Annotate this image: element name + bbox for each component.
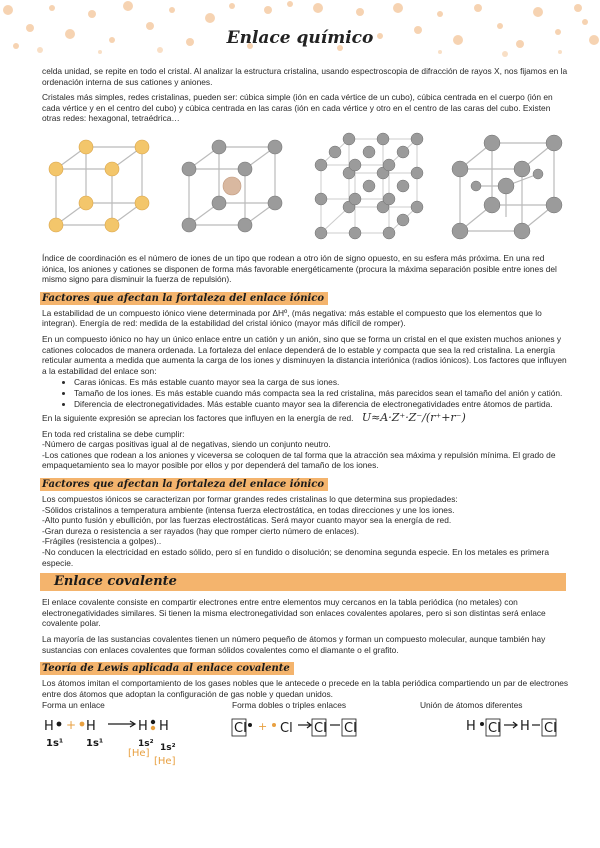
section-heading-covalent: Enlace covalente: [40, 573, 566, 591]
lewis-h-atom-5: H: [466, 719, 476, 735]
lewis-diagrams: [42, 700, 570, 770]
noble-gas-label-1: [He]: [128, 748, 150, 760]
config-label-3: 1s²: [138, 739, 154, 750]
paragraph-crystal-rules: En toda red cristalina se debe cumplir: -Número de cargas positivas igual al de negativas, siendo un conjunto neutro. -Los cationes que rodean a los aniones y viceversa se coloquen de tal forma que la atracción sea máxima y repulsión mínima. El grado de empaquetamiento sea lo mayor posible por ellos y por dependerá del tamaño de los iones.: [42, 428, 556, 471]
config-label-4: 1s²: [160, 743, 176, 754]
lattice-energy-formula: U≈A·Z⁺·Z⁻/(r⁺+r⁻): [361, 411, 466, 425]
paragraph-lewis: Los átomos imitan el comportamiento de los gases nobles que le antecede o precede en la tabla periódica compartiendo un par de electrones entre dos átomos que adoptan la configuración de gas noble y quedan unidos.: [42, 678, 569, 699]
face-centered-cubic-figure: [309, 129, 433, 245]
paragraph-covalent-substances: La mayoría de las sustancias covalentes tienen un número pequeño de átomos y forman un compuesto molecular, aunque también hay sustancias con enlaces covalentes que forman sólidos covalentes como el diamante o el grafito.: [42, 634, 546, 655]
caption-different-atoms: Unión de átomos diferentes: [420, 700, 523, 711]
paragraph-ionic-properties: Los compuestos iónicos se caracterizan por formar grandes redes cristalinas lo que determina sus propiedades: -Sólidos cristalinos a temperatura ambiente (intensa fuerza electrostática, en todas direcciones y une los iones. -Alto punto fusión y ebullición, por las fuerzas electrostáticas. Será mayor cuanto mayor sea la energía de red. -Gran dureza o resistencia a ser rayados (hay que romper cierto número de enlaces). -Frágiles (resistencia a golpes).. -No conducen la electricidad en estado sólido, pero sí en fundido o disolución; se denomina segunda especie. En los metales es primera especie.: [42, 494, 549, 568]
svg-text:+: +: [258, 720, 268, 734]
lewis-cl-atom-5: Cl: [488, 721, 501, 737]
hexagonal-lattice-figure: [446, 129, 570, 245]
lewis-h-atom-3: H: [138, 719, 148, 735]
config-label-1: 1s¹: [46, 738, 64, 750]
crystal-lattice-figures: [42, 129, 570, 247]
paragraph-unit-cell: celda unidad, se repite en todo el cristal. Al analizar la estructura cristalina, usando espectroscopia de difracción de rayos X, nos fijamos en la ordenación interna de sus cationes y aniones.: [42, 66, 568, 87]
section-heading-properties: Factores que afectan la fortaleza del enlace iónico: [40, 478, 328, 491]
list-item: • Caras iónicas. Es más estable cuanto mayor sea la carga de sus iones.: [74, 377, 570, 388]
caption-multiple-bonds: Forma dobles o triples enlaces: [232, 700, 347, 711]
paragraph-lattice-energy: En un compuesto iónico no hay un único enlace entre un catión y un anión, sino que se forma un cristal en el que existen muchos aniones y cationes colocados de manera ordenada. La fortaleza del enlace dependerá de lo estable y compacta que sea la red cristalina. La energía reticular aumenta a medida que aumenta la carga de los iones y disminuyen la distancia interiónica (radios iónicos). Los factores que influyen a la estabilidad del enlace son:: [42, 333, 567, 376]
paragraph-expression: [42, 413, 570, 424]
lewis-cl-atom-3: Cl: [314, 721, 327, 737]
list-item: • Tamaño de los iones. Es más estable cuando más compacta sea la red cristalina, más parecidos sean el tamaño del anión y catión.: [74, 388, 570, 399]
paragraph-covalent-definition: El enlace covalente consiste en compartir electrones entre entre elementos muy cercanos en la tabla periódica (no metales) con electronegatividades similares. Si tienen la misma electronegatividad son enlaces covalentes apolares, pero si son distintas será enlace covalente polar.: [42, 597, 546, 629]
paragraph-crystal-types: Cristales más simples, redes cristalinas, pueden ser: cúbica simple (ión en cada vértice de un cubo), cúbica centrada en el cuerpo (ión en cada vértice y en el centro del cubo) y cúbica centrada en las caras (ión en cada vértice y otro en el centro de las caras del cubo. Existen otras redes: hexagonal, tetraédrica…: [42, 92, 553, 124]
lewis-h-atom-6: H: [520, 719, 530, 735]
lewis-cl-atom-2: Cl: [280, 721, 293, 737]
config-label-2: 1s¹: [86, 738, 104, 750]
factor-list: [42, 377, 570, 409]
svg-text:+: +: [66, 718, 77, 733]
paragraph-stability: La estabilidad de un compuesto iónico viene determinada por ΔHº, (más negativa: más estable el compuesto que los elementos que lo integran). Energía de red: medida de la estabilidad del cristal iónico (mayor más difícil de romper).: [42, 307, 542, 329]
lewis-structures: [42, 710, 570, 768]
noble-gas-label-2: [He]: [154, 756, 176, 768]
list-item: • Diferencia de electronegatividades. Más estable cuanto mayor sea la diferencia de electronegatividades entre átomos de partida.: [74, 399, 570, 410]
simple-cubic-figure: [42, 129, 162, 245]
section-heading-lewis: Teoría de Lewis aplicada al enlace covalente: [40, 662, 294, 675]
paragraph-coordination-index: Índice de coordinación es el número de iones de un tipo que rodean a otro ión de signo opuesto, en su esfera más próxima. En una red iónica, los aniones y cationes se disponen de forma más favorable energéticamente (procura la máxima separación posible entre iones del mismo signo para disminuir la fuerza de repulsión).: [42, 252, 557, 285]
caption-single-bond: Forma un enlace: [42, 700, 105, 711]
lewis-cl-atom-1: Cl: [234, 721, 247, 737]
lewis-cl-atom-6: Cl: [544, 721, 557, 737]
lewis-h-atom-1: H: [44, 719, 54, 735]
lewis-h-atom-2: H: [86, 719, 96, 735]
lewis-cl-atom-4: Cl: [344, 721, 357, 737]
lewis-h-atom-4: H: [159, 719, 169, 735]
expression-text: En la siguiente expresión se aprecian los factores que influyen en la energía de red.: [42, 413, 354, 424]
body-centered-cubic-figure: [175, 129, 295, 245]
page-title: Enlace químico: [226, 28, 374, 48]
section-heading-factors: Factores que afectan la fortaleza del enlace iónico: [40, 292, 328, 305]
document-body: [42, 66, 570, 770]
